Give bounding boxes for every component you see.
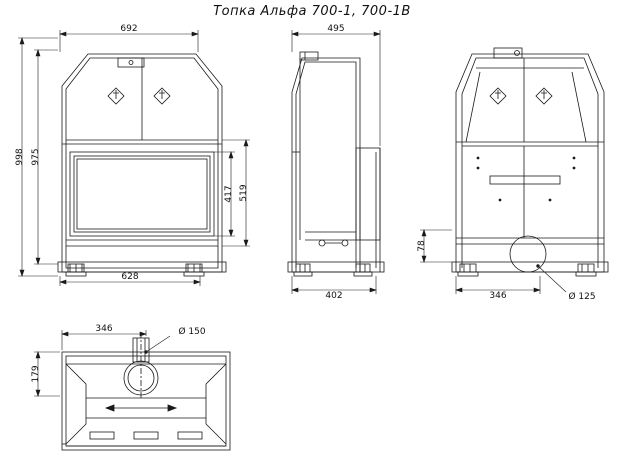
dim-rear-width: 346	[489, 291, 507, 301]
front-elevation	[58, 54, 226, 276]
rear-elevation	[452, 48, 608, 276]
dim-top-flue-diameter: Ø 150	[178, 327, 206, 337]
dim-side-top-depth: 495	[327, 24, 345, 34]
front-dimensions	[18, 30, 250, 286]
dim-top-width: 346	[95, 324, 113, 334]
dim-front-height-975: 975	[31, 148, 41, 166]
dim-rear-height-78: 78	[417, 240, 427, 252]
dim-front-glass-417: 417	[224, 185, 234, 203]
dim-front-bottom-width: 628	[121, 272, 139, 282]
dim-front-top-width: 692	[120, 24, 138, 34]
dim-side-bottom-depth: 402	[325, 291, 343, 301]
top-plan	[62, 332, 230, 450]
dim-top-depth-179: 179	[31, 365, 41, 383]
dim-front-total-height: 998	[15, 148, 25, 166]
dim-front-glass-519: 519	[239, 184, 249, 202]
page-title: Топка Альфа 700-1, 700-1В	[213, 4, 411, 19]
dim-rear-flue-diameter: Ø 125	[568, 292, 596, 302]
side-elevation	[288, 52, 384, 276]
side-dimensions	[292, 30, 380, 294]
